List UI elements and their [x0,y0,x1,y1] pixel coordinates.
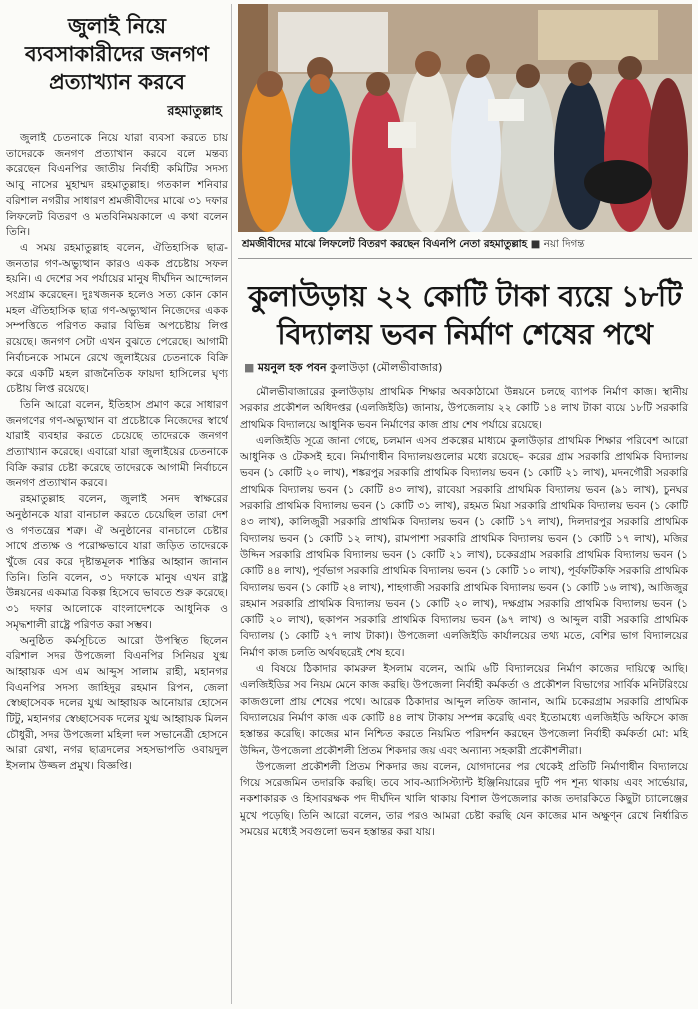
photo-credit: নয়া দিগন্ত [543,238,585,250]
photo-caption: শ্রমজীবীদের মাঝে লিফলেট বিতরণ করছেন বিএনপি নেতা রহমাতুল্লাহ ■ নয়া দিগন্ত [238,232,692,259]
news-photo [238,4,692,232]
left-paragraph: জুলাই চেতনাকে নিয়ে যারা ব্যবসা করতে চায় তাদেরকে জনগণ প্রত্যাখান করবে বলে মন্তব্য করেছেন বিএনপির জাতীয় নির্বাহী কমিটির সদস্য আবু নাসের মুহাম্মদ রহমাতুল্লাহ। গতকাল শনিবার বরিশাল নগরীর সাধারণ শ্রমজীবীদের মাঝে ৩১ দফার লিফলেট বিতরণ ও মতবিনিময়কালে এ কথা বলেন তিনি। [6,132,228,239]
left-paragraph: অনুষ্ঠিত কর্মসূচিতে আরো উপস্থিত ছিলেন বরিশাল সদর উপজেলা বিএনপির সিনিয়র যুগ্ম আহ্বায়ক এস এম আব্দুস সালাম রাহী, মহানগর বিএনপির সদস্য জাহিদুর রহমান রিপন, জেলা স্বেচ্ছাসেবক দলের যুগ্ম আহ্বায়ক আনোয়ার হোসেন টিটু, মহানগর স্বেচ্ছাসেবক দলের যুগ্ম আহ্বায়ক মিলন চৌধুরী, সদর উপজেলা মহিলা দল সভানেত্রী হোসনে আরা রেখা, নগর ছাত্রদলের সহসভাপতি ওবায়দুল ইসলাম উজ্জল প্রমুখ। বিজ্ঞপ্তি। [6,634,228,773]
left-article-title [6,12,228,96]
title-line-2: ব্যবসাকারীদের জনগণ [25,42,209,66]
headline-line-1: কুলাউড়ায় ২২ কোটি টাকা ব্যয়ে ১৮টি [248,279,682,313]
left-paragraph: তিনি আরো বলেন, ইতিহাস প্রমাণ করে সাধারণ জনগণের গণ-অভ্যুত্থান বা প্রচেষ্টাকে নিজেদের স্বার্থে যারাই ব্যবহার করতে চেয়েছে তাদেরকে জনগণ প্রত্যাখ্যান করেছে। এবারো যারা জুলাইয়ের চেতনাকে বিক্রি করার চেষ্টা করেছে তাদেরকে আগামী নির্বাচনে জনগণ প্রত্যাখান করবে। [6,398,228,490]
left-paragraph: এ সময় রহমাতুল্লাহ বলেন, ঐতিহাসিক ছাত্র-জনতার গণ-অভ্যুত্থান কারও একক প্রচেষ্টায় সফল হয়নি। এ দেশের সব পর্যায়ের মানুষ দীর্ঘদিন আন্দোলন সংগ্রাম করেছেন। দুঃখজনক হলেও সত্য কোন কোন মহল ঐতিহাসিক ছাত্র গণ-অভ্যুত্থান নিজেদের একক সম্পত্তিতে পরিণত করার বিভিন্ন অপচেষ্টায় লিপ্ত রয়েছে। জনগণ সেটা এখন বুঝতে পেরেছে। আগামী নির্বাচনকে সামনে রেখে জুলাইয়ের চেতনাকে বিক্রি করে একটি মহল রাজনৈতিক ফায়দা হাসিলের ঘৃণ্য চেষ্টায় লিপ্ত রয়েছে। [6,241,228,396]
column-divider [231,4,232,1004]
left-article-author: রহমাতুল্লাহ [167,104,222,119]
caption-text: শ্রমজীবীদের মাঝে লিফলেট বিতরণ করছেন বিএনপি নেতা রহমাতুল্লাহ [242,238,528,250]
title-line-3: প্রত্যাখ্যান করবে [49,70,185,94]
crowd-photo-illustration [238,4,692,232]
article-paragraph: এ বিষয়ে ঠিকাদার কামরুল ইসলাম বলেন, আমি ৬টি বিদ্যালয়ের নির্মাণ কাজের দায়িত্বে আছি। এলজিইডির সব নিয়ম মেনে কাজ করছি। উপজেলা নির্বাহী কর্মকর্তা ও প্রকৌশল বিভাগের সার্বিক মনিটরিংয়ে কাজগুলো প্রায় শেষের পথে। আরেক ঠিকাদার আব্দুল লতিফ জানান, আমি চকেরগ্রাম সরকারি প্রাথমিক বিদ্যালয়ের নির্মাণ কাজ এক কোটি ৪৪ লাখ টাকায় সম্পন্ন করেছি এবং ইতোমধ্যে এলজিইডি অফিসে কাজ হস্তান্তর করেছি। কাজের মান নিশ্চিত করতে নিয়মিত পরিদর্শন করছেন উপজেলা নির্বাহী কর্মকর্তা মো: মহি উদ্দিন, উপজেলা প্রকৌশলী প্রিতম শিকদার জয় এবং অন্যান্য সহকারী প্রকৌশলীরা। [240,663,688,757]
main-headline [238,277,692,353]
article-paragraph: মৌলভীবাজারের কুলাউড়ায় প্রাথমিক শিক্ষার অবকাঠামো উন্নয়নে চলছে ব্যাপক নির্মাণ কাজ। স্থানীয় সরকার প্রকৌশল অধিদপ্তর (এলজিইডি) জানায়, উপজেলায় ২২ কোটি ১৪ লাখ টাকা ব্যয়ে ১৮টি সরকারি প্রাথমিক বিদ্যালয়ে আধুনিক ভবন নির্মাণের কাজ প্রায় শেষ পর্যায়ে রয়েছে। [240,386,688,431]
reporter-location: কুলাউড়া (মৌলভীবাজার) [330,361,443,374]
left-article [6,6,228,1004]
article-paragraph: এলজিইডি সূত্রে জানা গেছে, চলমান এসব প্রকল্পের মাধ্যমে কুলাউড়ার প্রাথমিক শিক্ষার পরিবেশ আরো আধুনিক ও টেকসই হবে। নির্মাণাধীন বিদ্যালয়গুলোর মধ্যে রয়েছে– করের গ্রাম সরকারি প্রাথমিক বিদ্যালয় ভবন (১ কোটি ২০ লাখ), শঙ্করপুর সরকারি প্রাথমিক বিদ্যালয় ভবন (১ কোটি ২১ লাখ), মদনগৌরী সরকারি প্রাথমিক বিদ্যালয় ভবন (১ কোটি ৪৩ লাখ), রাবেয়া সরকারি প্রাথমিক বিদ্যালয় ভবন (৯১ লাখ), চুনঘর সরকারি প্রাথমিক বিদ্যালয় ভবন (১ কোটি ৩১ লাখ), রহমত মিয়া সরকারি প্রাথমিক বিদ্যালয় ভবন (১ কোটি ৪৩ লাখ), কালিজুরী সরকারি প্রাথমিক বিদ্যালয় ভবন (১ কোটি ১৭ লাখ), দিলদারপুর সরকারি প্রাথমিক বিদ্যালয় ভবন (১ কোটি ১২ লাখ), রামপাশা সরকারি প্রাথমিক বিদ্যালয় ভবন (১ কোটি ১৭ লাখ), মজির উদ্দিন সরকারি প্রাথমিক বিদ্যালয় ভবন (১ কোটি ২১ লাখ), চকেরগ্রাম সরকারি প্রাথমিক বিদ্যালয় ভবন (১ কোটি ৪৪ লাখ), পূর্বভাগ সরকারি প্রাথমিক বিদ্যালয় ভবন (১ কোটি ১০ লাখ), পূর্বফটিকফি সরকারি প্রাথমিক বিদ্যালয় ভবন (১ কোটি ২৪ লাখ), শাহগাজী সরকারি প্রাথমিক বিদ্যালয় ভবন (১ কোটি ১৬ লাখ), আজিজুর রহমান সরকারি প্রাথমিক বিদ্যালয় ভবন (১ কোটি ২০ লাখ), দক্ষগ্রাম সরকারি প্রাথমিক বিদ্যালয় ভবন (১ কোটি ২০ লাখ), ছকাপন সরকারি প্রাথমিক বিদ্যালয় ভবন (৯৭ লাখ) ও আব্দুল বারী সরকারি প্রাথমিক বিদ্যালয় (১ কোটি ২৭ লাখ টাকা)। উপজেলা এলজিইডি কার্যালয়ের তথ্য মতে, বেশির ভাগ বিদ্যালয়ের নির্মাণ কাজ চলতি অর্থবছরেই শেষ হবে। [240,434,688,659]
bullet-icon: ■ [244,361,258,374]
left-paragraph: রহমাতুল্লাহ বলেন, জুলাই সনদ স্বাক্ষরের অনুষ্ঠানকে যারা বানচাল করতে চেয়েছিল তারা দেশ ও গণতন্ত্রের শত্রু। ঐ অনুষ্ঠানের বানচালে চেষ্টার সাথে প্রত্যক্ষ ও পরোক্ষভাবে যারা জড়িত তাদেরকে খুঁজে বের করে দৃষ্টান্তমূলক শাস্তির আহ্বান জানান তিনি। তিনি বলেন, ৩১ দফাকে মানুষ এখন রাষ্ট্র উন্নয়নের একমাত্র বিকল্প হিসেবে ভাবতে শুরু করেছে। ৩১ দফার আলোকে বাংলাদেশকে আধুনিক ও সমৃদ্ধশালী রাষ্ট্রে পরিণত করা সম্ভব। [6,493,228,631]
reporter-byline [244,359,692,378]
headline-line-2: বিদ্যালয় ভবন নির্মাণ শেষের পথে [277,317,653,351]
article-paragraph: উপজেলা প্রকৌশলী প্রিতম শিকদার জয় বলেন, যোগদানের পর থেকেই প্রতিটি নির্মাণাধীন বিদ্যালয়ে গিয়ে সরেজমিন তদারকি করছি। তবে সাব-অ্যাসিস্ট্যান্ট ইঞ্জিনিয়ারের দুটি পদ শূন্য থাকায় এবং সার্ভেয়ার, নকশাকারক ও হিসাবরক্ষক পদ দীর্ঘদিন খালি থাকায় বিশাল উপজেলার কাজ তদারকিতে কিছুটা চ্যালেঞ্জের মুখে পড়েছি। তিনি আরো বলেন, তার পরও আমরা চেষ্টা করছি যেন কাজের মান অক্ষুণ্ন রেখে নির্ধারিত সময়ের মধ্যেই সবগুলো ভবন হস্তান্তর করা যায়। [240,760,688,839]
main-article-body [238,384,692,840]
title-line-1: জুলাই নিয়ে [67,14,167,38]
left-article-body [6,131,228,775]
main-column [238,4,692,1004]
reporter-name: ময়নুল হক পবন [257,361,327,374]
